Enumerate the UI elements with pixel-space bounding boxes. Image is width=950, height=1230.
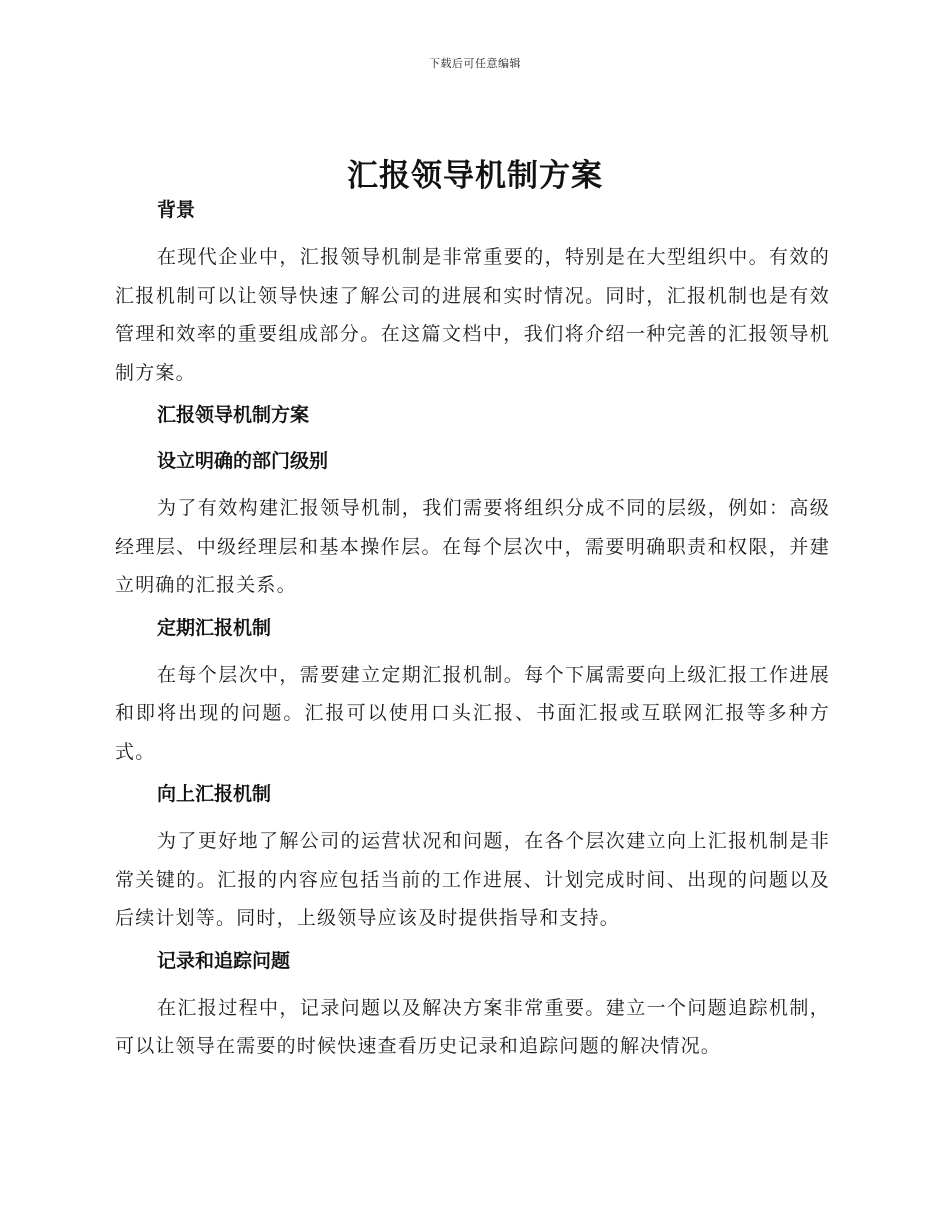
heading-tracking: 记录和追踪问题 xyxy=(157,949,291,972)
heading-regular: 定期汇报机制 xyxy=(157,616,272,639)
document-title: 汇报领导机制方案 xyxy=(347,158,603,194)
paragraph-departments: 为了有效构建汇报领导机制，我们需要将组织分成不同的层级，例如：高级经理层、中级经理层和基本操作层。在每个层次中，需要明确职责和权限，并建立明确的汇报关系。 xyxy=(115,497,830,596)
paragraph-background: 在现代企业中，汇报领导机制是非常重要的，特别是在大型组织中。有效的汇报机制可以让领导快速了解公司的进展和实时情况。同时，汇报机制也是有效管理和效率的重要组成部分。在这篇文档中，我们将介绍一种完善的汇报领导机制方案。 xyxy=(115,246,830,384)
heading-departments: 设立明确的部门级别 xyxy=(157,450,329,472)
heading-background: 背景 xyxy=(157,199,196,221)
heading-upward: 向上汇报机制 xyxy=(157,783,272,805)
header-note: 下载后可任意编辑 xyxy=(429,57,521,70)
document-body xyxy=(115,195,830,1066)
heading-plan: 汇报领导机制方案 xyxy=(157,404,310,426)
paragraph-upward: 为了更好地了解公司的运营状况和问题，在各个层次建立向上汇报机制是非常关键的。汇报的内容应包括当前的工作进展、计划完成时间、出现的问题以及后续计划等。同时，上级领导应该及时提供指导和支持。 xyxy=(115,830,830,929)
paragraph-tracking: 在汇报过程中，记录问题以及解决方案非常重要。建立一个问题追踪机制，可以让领导在需要的时候快速查看历史记录和追踪问题的解决情况。 xyxy=(115,996,830,1057)
paragraph-regular: 在每个层次中，需要建立定期汇报机制。每个下属需要向上级汇报工作进展和即将出现的问题。汇报可以使用口头汇报、书面汇报或互联网汇报等多种方式。 xyxy=(115,663,830,763)
